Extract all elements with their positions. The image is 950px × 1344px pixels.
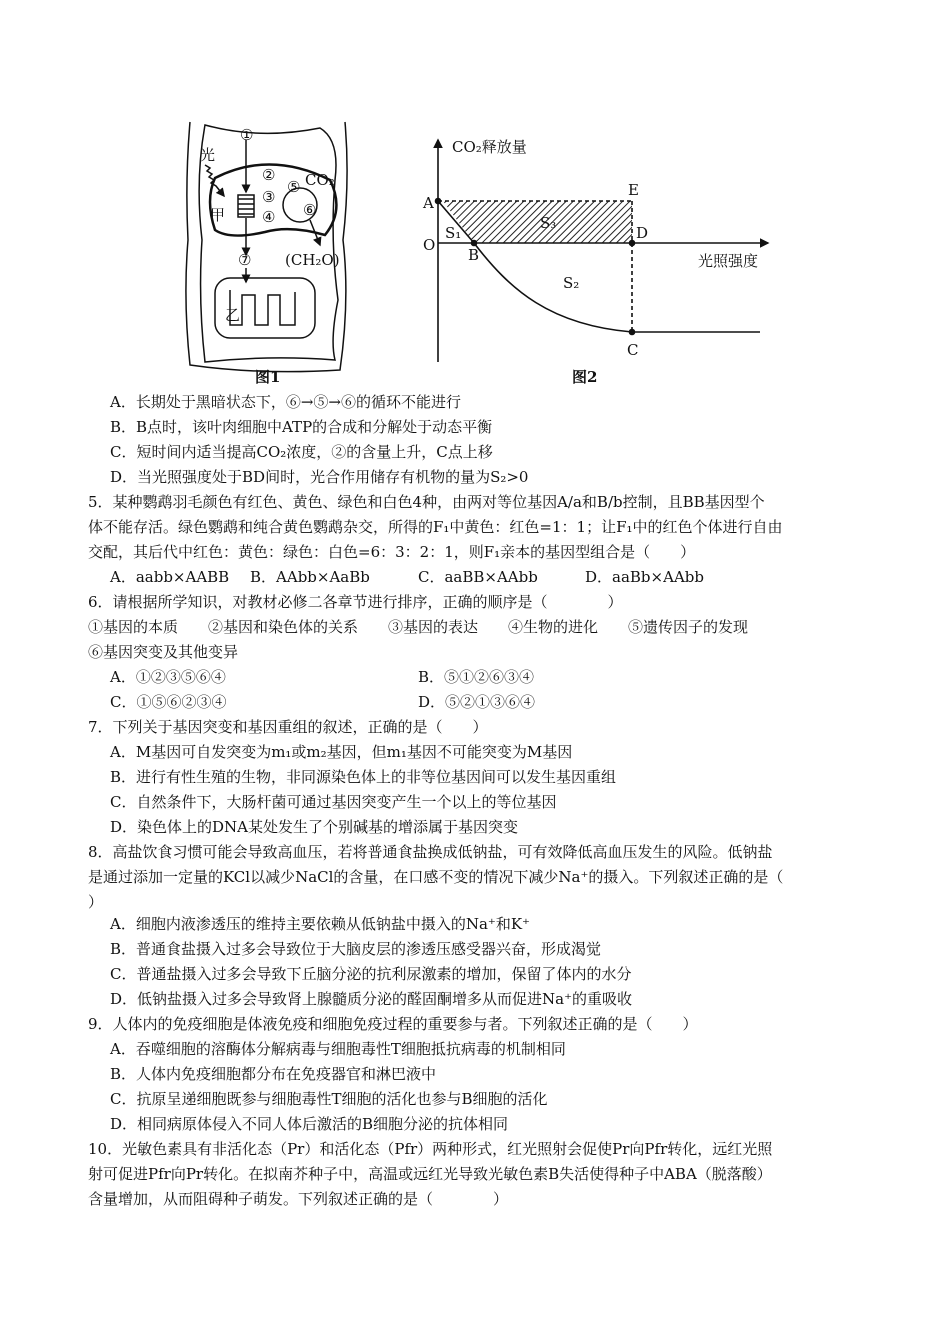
question-line: 射可促进Pfr向Pr转化。在拟南芥种子中，高温或远红光导致光敏色素B失活使得种子中ABA（脱落酸） [88, 1165, 772, 1183]
option-row [88, 690, 888, 715]
answer-option: D．染色体上的DNA某处发生了个别碱基的增添属于基因突变 [110, 818, 519, 836]
point-d-label: D [636, 224, 649, 242]
area-s3-label: S₃ [540, 214, 557, 232]
question-line: ①基因的本质 ②基因和染色体的关系 ③基因的表达 ④生物的进化 ⑤遗传因子的发现 [88, 618, 749, 636]
label-jia: 甲 [210, 206, 226, 224]
answer-option: B．⑤①②⑥③④ [418, 668, 535, 686]
answer-option: B．人体内免疫细胞都分布在免疫器官和淋巴液中 [110, 1065, 437, 1083]
question-line: ⑥基因突变及其他变异 [88, 643, 239, 661]
question-line: ） [88, 893, 104, 911]
answer-option: C．aaBB×AAbb [418, 568, 538, 586]
x-axis-label: 光照强度 [698, 252, 759, 270]
y-axis-label: CO₂释放量 [452, 138, 527, 156]
question-line: 9．人体内的免疫细胞是体液免疫和细胞免疫过程的重要参与者。下列叙述正确的是（ ） [88, 1015, 698, 1033]
option-row [88, 565, 888, 590]
question-line: 10．光敏色素具有非活化态（Pr）和活化态（Pfr）两种形式，红光照射会促使Pr向Pfr转化，远红光照 [88, 1140, 773, 1158]
answer-option: B．普通食盐摄入过多会导致位于大脑皮层的渗透压感受器兴奋，形成渴觉 [110, 940, 602, 958]
answer-option: A．长期处于黑暗状态下，⑥→⑤→⑥的循环不能进行 [110, 393, 461, 411]
answer-option: D．aaBb×AAbb [585, 568, 704, 586]
answer-option: B．进行有性生殖的生物，非同源染色体上的非等位基因间可以发生基因重组 [110, 768, 617, 786]
question-line: 5．某种鹦鹉羽毛颜色有红色、黄色、绿色和白色4种，由两对等位基因A/a和B/b控制，且BB基因型个 [88, 493, 765, 511]
question-line: 含量增加，从而阻碍种子萌发。下列叙述正确的是（ ） [88, 1190, 509, 1208]
figure2-caption: 图2 [572, 368, 598, 386]
label-n4: ④ [262, 208, 276, 226]
question-line: 交配，其后代中红色：黄色：绿色：白色=6：3：2：1，则F₁亲本的基因型组合是（ ） [88, 543, 696, 561]
answer-option: C．抗原呈递细胞既参与细胞毒性T细胞的活化也参与B细胞的活化 [110, 1090, 548, 1108]
label-n1: ① [240, 126, 254, 144]
figure2-graph [436, 140, 769, 362]
label-light: 光 [200, 146, 216, 164]
answer-option: C．自然条件下，大肠杆菌可通过基因突变产生一个以上的等位基因 [110, 793, 557, 811]
question-line: 体不能存活。绿色鹦鹉和纯合黄色鹦鹉杂交，所得的F₁中黄色：红色=1：1；让F₁中的红色个体进行自由 [88, 518, 783, 536]
answer-option: C．普通盐摄入过多会导致下丘脑分泌的抗利尿激素的增加，保留了体内的水分 [110, 965, 632, 983]
answer-option: D．⑤②①③⑥④ [418, 693, 536, 711]
label-n6: ⑥ [303, 201, 317, 219]
figure2-labels [422, 138, 758, 386]
answer-option: A．细胞内液渗透压的维持主要依赖从低钠盐中摄入的Na⁺和K⁺ [110, 915, 530, 933]
label-yi: 乙 [225, 306, 241, 324]
point-o-label: O [423, 236, 436, 254]
answer-option: A．aabb×AABB [110, 568, 230, 586]
point-a-label: A [423, 194, 434, 212]
label-co2: CO₂ [305, 171, 335, 189]
label-n2: ② [262, 166, 276, 184]
area-s2-label: S₂ [563, 274, 580, 292]
answer-option: D．当光照强度处于BD间时，光合作用储存有机物的量为S₂>0 [110, 468, 529, 486]
point-b-label: B [468, 246, 480, 264]
answer-option: A．M基因可自发突变为m₁或m₂基因，但m₁基因不可能突变为M基因 [110, 743, 573, 761]
question-line: 是通过添加一定量的KCl以减少NaCl的含量，在口感不变的情况下减少Na⁺的摄入。下列叙述正确的是（ [88, 868, 784, 886]
area-s1-label: S₁ [445, 224, 462, 242]
answer-option: D．低钠盐摄入过多会导致肾上腺髓质分泌的醛固酮增多从而促进Na⁺的重吸收 [110, 990, 633, 1008]
answer-option: D．相同病原体侵入不同人体后激活的B细胞分泌的抗体相同 [110, 1115, 509, 1133]
label-n5: ⑤ [287, 178, 301, 196]
point-e-label: E [628, 181, 639, 199]
figure1-caption: 图1 [255, 368, 281, 386]
question-line: 7．下列关于基因突变和基因重组的叙述，正确的是（ ） [88, 718, 488, 736]
answer-option: A．①②③⑤⑥④ [110, 668, 226, 686]
label-ch2o: (CH₂O) [285, 251, 340, 269]
question-text [88, 390, 888, 1212]
figures [180, 120, 780, 390]
label-n3: ③ [262, 188, 276, 206]
point-c-label: C [627, 341, 639, 359]
answer-option: C．①⑤⑥②③④ [110, 693, 227, 711]
option-row [88, 665, 888, 690]
question-line: 6．请根据所学知识，对教材必修二各章节进行排序，正确的顺序是（ ） [88, 593, 623, 611]
question-line: 8．高盐饮食习惯可能会导致高血压，若将普通食盐换成低钠盐，可有效降低高血压发生的风险。低钠盐 [88, 843, 773, 861]
answer-option: C．短时间内适当提高CO₂浓度，②的含量上升，C点上移 [110, 443, 493, 461]
answer-option: A．吞噬细胞的溶酶体分解病毒与细胞毒性T细胞抵抗病毒的机制相同 [110, 1040, 566, 1058]
answer-option: B．AAbb×AaBb [250, 568, 370, 586]
label-n7: ⑦ [238, 251, 252, 269]
answer-option: B．B点时，该叶肉细胞中ATP的合成和分解处于动态平衡 [110, 418, 493, 436]
